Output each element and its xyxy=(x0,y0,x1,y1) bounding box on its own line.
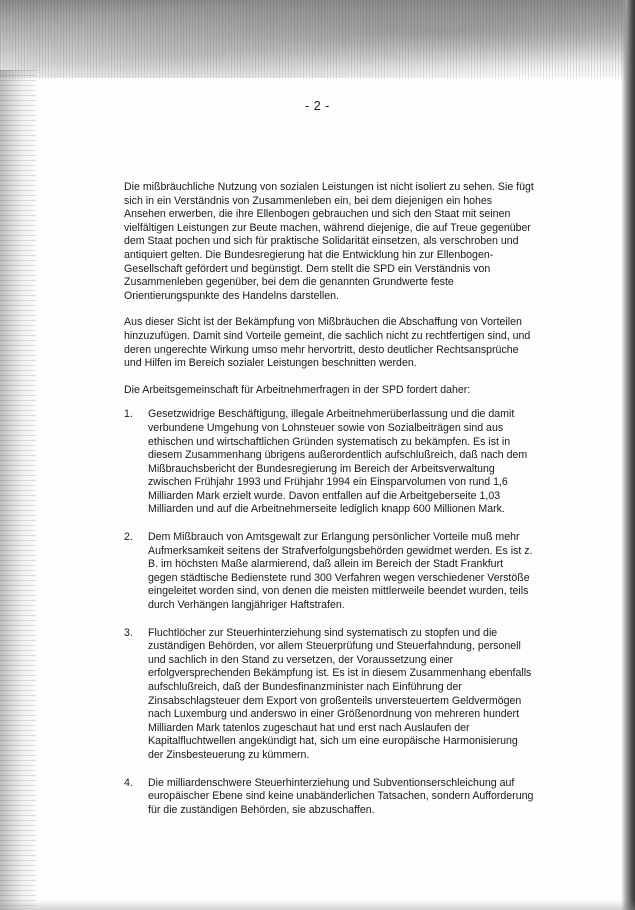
paragraph-abolish-advantages: Aus dieser Sicht ist der Bekämpfung von Mißbräuchen die Abschaffung von Vorteilen hinzuzufügen. Damit sind Vorteile gemeint, die sachlich nicht zu rechtfertigen sind, und deren ungerechte Wirkung umso mehr hervortritt, desto deutlicher Rechtsansprüche und Hilfen im Bereich sozialer Leistungen beschnitten werden. xyxy=(124,316,531,370)
demand-item xyxy=(124,408,534,517)
scan-edge-bottom xyxy=(0,900,635,910)
demand-text: Die milliardenschwere Steuerhinterziehung und Subventionserschleichung auf europäischer Ebene sind keine unabänderlichen Tatsachen, sondern Aufforderung für die zuständigen Behörden, sie abzuschaffen. xyxy=(148,776,534,816)
paragraph-ellbow-society: Die mißbräuchliche Nutzung von sozialen Leistungen ist nicht isoliert zu sehen. Sie fügt sich in ein Verständnis von Zusammenleben ein, bei dem diejenigen ein hohes Ansehen erwerben, die ihre Ellenbogen gebrauchen und sich den Staat mit seinen vielfältigen Leistungen zur Beute machen, während diejenige, die auf Treue gegenüber dem Staat pochen und sich für praktische Solidarität einsetzen, als verschroben und antiquiert gelten. Die Bundesregierung hat die Entwicklung hin zur Ellenbogen-Gesellschaft gefördert und begünstigt. Dem stellt die SPD ein Verständnis von Zusammenleben gegenüber, bei dem die genannten Grundwerte feste Orientierungspunkte des Handelns darstellen. xyxy=(124,181,534,302)
demand-number: 3. xyxy=(124,626,133,639)
body-text xyxy=(124,181,534,831)
demand-item xyxy=(124,627,534,763)
demand-text: Fluchtlöcher zur Steuerhinterziehung sind systematisch zu stopfen und die zuständigen Behörden, vor allem Steuerprüfung und Steuerfahndung, personell und sachlich in den Stand zu versetzen, der Voraussetzung einer erfolgversprechenden Bekämpfung ist. Es ist in diesem Zusammenhang ebenfalls aufschlußreich, daß der Bundesfinanzminister nach Einführung der Zinsabschlagsteuer dem Export von großenteils unversteuertem Geldvermögen nach Luxemburg und anderswo in einer Größenordnung von mehreren hundert Milliarden Mark tatenlos zugeschaut hat und erst nach Auslaufen der Kapitalfluchtwellen angekündigt hat, sich um eine europäische Harmonisierung der Zinsbesteuerung zu kümmern. xyxy=(148,626,532,761)
demand-item xyxy=(124,531,534,613)
scan-edge-right xyxy=(621,0,635,910)
demand-number: 2. xyxy=(124,531,133,544)
demand-number: 4. xyxy=(124,776,133,789)
demands-lead-in: Die Arbeitsgemeinschaft für Arbeitnehmerfragen in der SPD fordert daher: xyxy=(124,383,471,396)
page-number: - 2 - xyxy=(305,99,330,113)
demand-item xyxy=(124,777,534,818)
demand-text: Gesetzwidrige Beschäftigung, illegale Arbeitnehmerüberlassung und die damit verbundene Umgehung von Lohnsteuer sowie von Sozialbeiträgen sind aus ethischen und wirtschaftlichen Gründen systematisch zu bekämpfen. Es ist in diesem Zusammenhang übrigens außerordentlich aufschlußreich, daß nach dem Mißbrauchsbericht der Bundesregierung im Bereich der Arbeitsverwaltung zwischen Frühjahr 1993 und Frühjahr 1994 ein Einsparvolumen von rund 1,6 Milliarden Mark erzielt wurde. Davon entfallen auf die Arbeitgeberseite 1,03 Milliarden und auf die Arbeitnehmerseite lediglich knapp 600 Millionen Mark. xyxy=(148,408,528,516)
demand-text: Dem Mißbrauch von Amtsgewalt zur Erlangung persönlicher Vorteile muß mehr Aufmerksamkeit seitens der Strafverfolgungsbehörden gewidmet werden. Es ist z. B. im höchsten Maße alarmierend, daß allein im Bereich der Stadt Frankfurt gegen städtische Bedienstete rund 300 Verfahren wegen verschiedener Verstöße eingeleitet worden sind, von denen die meisten mittlerweile beendet wurden, teils durch Verhängen langjähriger Haftstrafen. xyxy=(148,531,533,612)
demand-number: 1. xyxy=(124,408,133,421)
scan-edge-top xyxy=(0,0,635,78)
demands-list xyxy=(124,408,534,817)
scan-edge-left xyxy=(0,70,36,910)
